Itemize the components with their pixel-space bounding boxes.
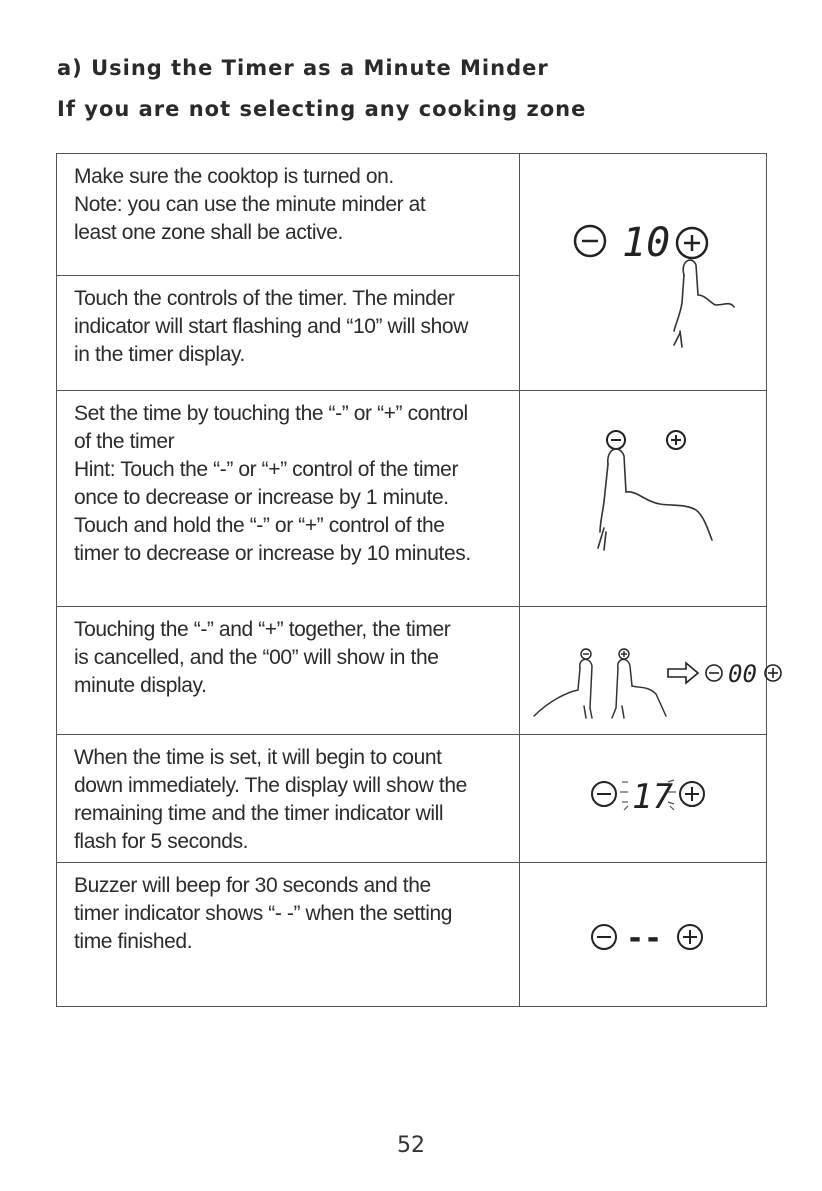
step-3-line-2: of the timer (74, 430, 175, 453)
plus-circle-icon (678, 925, 702, 949)
step-1-line-2: Note: you can use the minute minder at (74, 193, 426, 216)
arrow-right-icon (668, 663, 698, 683)
step-1-line-3: least one zone shall be active. (74, 221, 343, 244)
step-3-line-1: Set the time by touching the “-” or “+” control (74, 402, 468, 425)
step-row-5 (57, 735, 767, 863)
step-2-text (57, 276, 520, 391)
timer-display-value: 17 (632, 776, 673, 817)
step-1-2-illustration (520, 154, 767, 391)
finger-touch-icon (598, 449, 712, 550)
step-5-line-4: flash for 5 seconds. (74, 830, 249, 853)
step-5-text (57, 735, 520, 863)
timer-display-touch-illustration (520, 155, 792, 389)
step-6-text (57, 863, 520, 1007)
section-title: a) Using the Timer as a Minute Minder (57, 56, 549, 80)
timer-display-value: -- (626, 920, 663, 956)
step-2-line-2: indicator will start flashing and “10” will show (74, 315, 468, 338)
plus-circle-icon (667, 431, 685, 449)
step-6-line-1: Buzzer will beep for 30 seconds and the (74, 874, 431, 897)
step-1-text (57, 154, 520, 276)
finger-touch-icon (674, 260, 734, 347)
step-4-line-1: Touching the “-” and “+” together, the timer (74, 618, 451, 641)
plus-circle-icon (680, 782, 704, 806)
countdown-display-illustration (520, 736, 792, 862)
finished-display-illustration (520, 864, 792, 1006)
step-3-line-3: Hint: Touch the “-” or “+” control of the timer (74, 458, 459, 481)
step-6-line-2: timer indicator shows “- -” when the setting (74, 902, 453, 925)
plus-circle-icon (619, 649, 629, 659)
section-subtitle: If you are not selecting any cooking zone (57, 97, 587, 121)
step-4-text (57, 607, 520, 735)
minus-circle-icon (575, 226, 605, 256)
step-3-text (57, 391, 520, 607)
step-6-line-3: time finished. (74, 930, 193, 953)
page-number: 52 (397, 1133, 425, 1158)
step-row-4 (57, 607, 767, 735)
step-row-1 (57, 154, 767, 276)
minus-circle-icon (607, 431, 625, 449)
step-3-illustration (520, 391, 767, 607)
plus-circle-icon (677, 228, 707, 258)
minus-circle-icon (706, 665, 722, 681)
step-4-illustration (520, 607, 767, 735)
minus-circle-icon (592, 782, 616, 806)
step-3-line-4: once to decrease or increase by 1 minute. (74, 486, 449, 509)
step-5-line-3: remaining time and the timer indicator will (74, 802, 444, 825)
step-3-line-5: Touch and hold the “-” or “+” control of the (74, 514, 445, 537)
step-row-6 (57, 863, 767, 1007)
timer-display-value: 00 (728, 659, 757, 688)
step-3-line-6: timer to decrease or increase by 10 minutes. (74, 542, 471, 565)
timer-steps-table (56, 153, 767, 1007)
step-4-line-3: minute display. (74, 674, 207, 697)
step-6-illustration (520, 863, 767, 1007)
step-5-illustration (520, 735, 767, 863)
step-5-line-1: When the time is set, it will begin to count (74, 746, 442, 769)
timer-display-value: 10 (622, 220, 671, 266)
plus-circle-icon (765, 665, 781, 681)
finger-on-minus-illustration (520, 392, 792, 606)
step-2-line-3: in the timer display. (74, 343, 245, 366)
minus-circle-icon (592, 925, 616, 949)
cancel-timer-illustration (520, 608, 792, 734)
minus-circle-icon (581, 649, 591, 659)
step-2-line-1: Touch the controls of the timer. The minder (74, 287, 455, 310)
step-5-line-2: down immediately. The display will show the (74, 774, 467, 797)
step-row-3 (57, 391, 767, 607)
step-4-line-2: is cancelled, and the “00” will show in the (74, 646, 439, 669)
step-1-line-1: Make sure the cooktop is turned on. (74, 165, 394, 188)
finger-touch-icon (534, 659, 666, 718)
